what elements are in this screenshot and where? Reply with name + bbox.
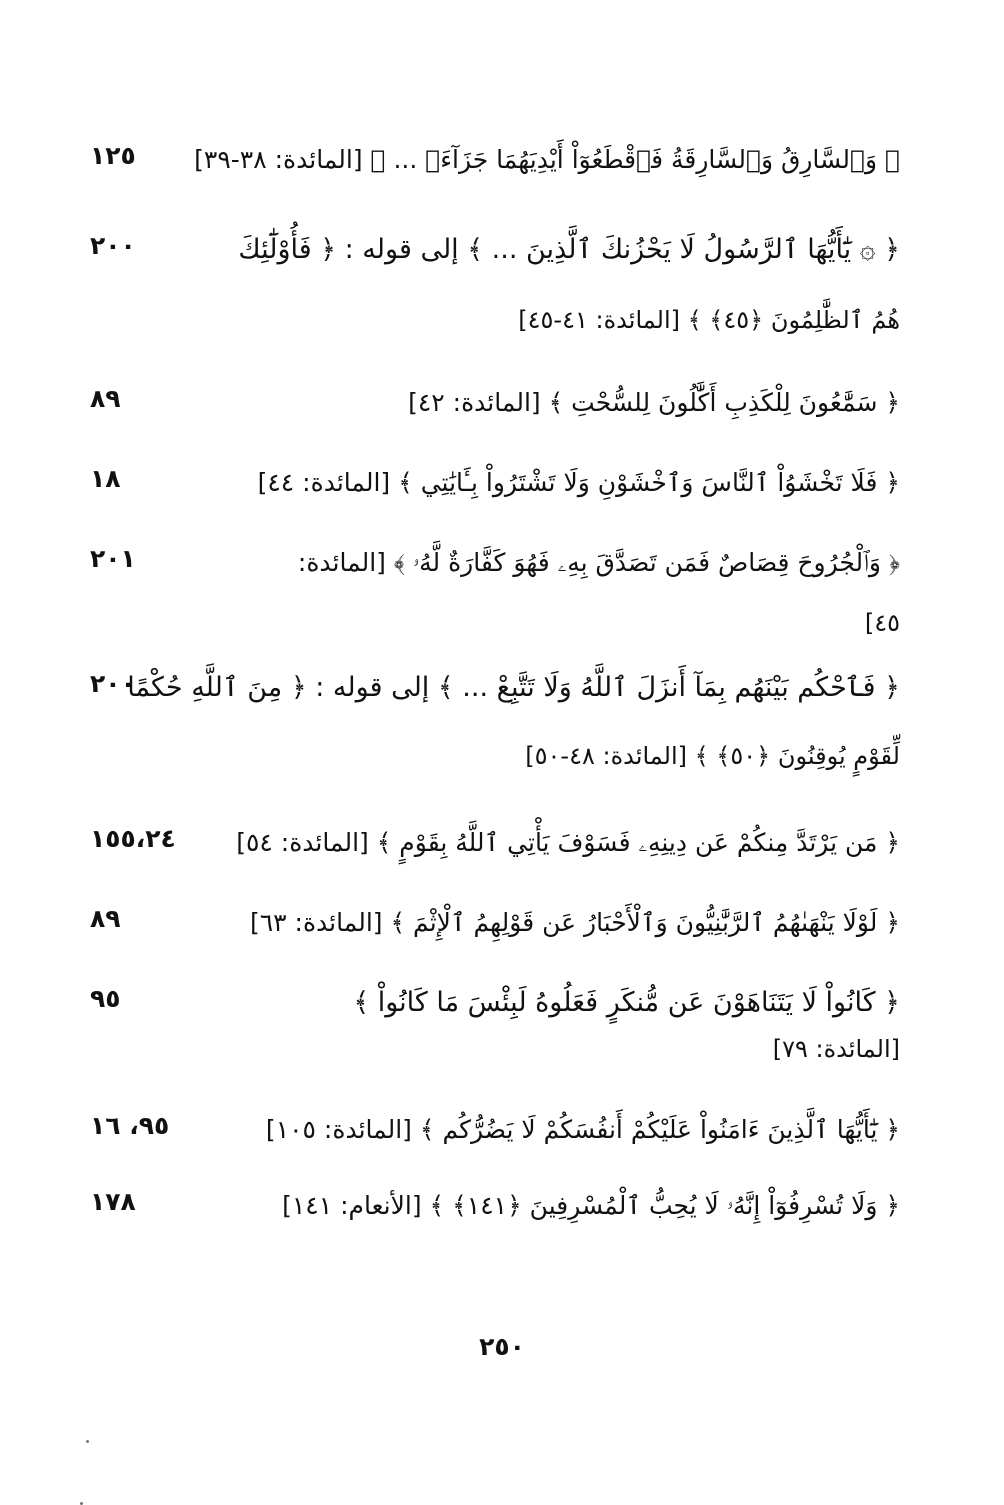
verse-text: ﴿ وَٱلْجُرُوحَ قِصَاصٌ فَمَن تَصَدَّقَ بِهِۦ فَهُوَ كَفَّارَةٌ لَّهُۥ ﴾ [المائدة: [297, 548, 900, 577]
page-reference: ٨٩ [90, 384, 121, 413]
page-reference: ٨٩ [90, 904, 121, 933]
page-reference: ٩٥، ١٦ [90, 1111, 170, 1140]
verse-text: ﴿ وَلَا تُسْرِفُوٓاْ إِنَّهُۥ لَا يُحِبُّ ٱلْمُسْرِفِينَ ﴿١٤١﴾ ﴾ [الأنعام: ١٤١] [282, 1191, 900, 1220]
verse-continuation: [المائدة: ٧٩] [772, 1035, 900, 1063]
scan-speck [86, 1440, 89, 1443]
index-entry [90, 383, 900, 423]
page-reference: ٢٠٠ [90, 231, 136, 260]
verse-text: ﴿ سَمَّٰعُونَ لِلْكَذِبِ أَكَّٰلُونَ لِلسُّحْتِ ﴾ [المائدة: ٤٢] [408, 388, 900, 417]
page-reference: ٢٠٠ [90, 669, 136, 698]
verse-text: ﴿ لَوْلَا يَنْهَىٰهُمُ ٱلرَّبَّٰنِيُّونَ وَٱلْأَحْبَارُ عَن قَوْلِهِمُ ٱلْإِثْمَ ﴾ [المائدة: ٦٣] [249, 908, 900, 937]
verse-text: ﴿ مَن يَرْتَدَّ مِنكُمْ عَن دِينِهِۦ فَسَوْفَ يَأْتِي ٱللَّهُ بِقَوْمٍ ﴾ [المائدة: ٥٤] [236, 828, 900, 857]
page-reference: ١٢٥ [90, 141, 136, 170]
verse-text: ﴿ كَانُواْ لَا يَتَنَاهَوْنَ عَن مُّنكَرٍ فَعَلُوهُ لَبِئْسَ مَا كَانُواْ ﴾ [353, 987, 900, 1018]
verse-text: ﴿ فَلَا تَخْشَوُاْ ٱلنَّاسَ وَٱخْشَوْنِ وَلَا تَشْتَرُواْ بِـَٔايَٰتِي ﴾ [المائدة: ٤٤] [257, 468, 900, 497]
page-reference: ٢٠١ [90, 544, 136, 573]
page-reference: ١٨ [90, 464, 121, 493]
verse-text: ﴿ وَٱلسَّارِقُ وَٱلسَّارِقَةُ فَٱقْطَعُوٓاْ أَيْدِيَهُمَا جَزَآءَۢ ... ﴾ [المائدة: ٣٨-٣٩] [194, 145, 900, 174]
index-entry [90, 230, 900, 342]
index-entry [90, 463, 900, 503]
verse-text: ﴿ فَٱحْكُم بَيْنَهُم بِمَآ أَنزَلَ ٱللَّهُ وَلَا تَتَّبِعْ ... ﴾ إلى قوله : ﴿ مِنَ ٱللَّهِ حُكْمًا [127, 672, 900, 703]
index-entry [90, 903, 900, 943]
verse-text: ﴿ يَٰٓأَيُّهَا ٱلَّذِينَ ءَامَنُواْ عَلَيْكُمْ أَنفُسَكُمْ لَا يَضُرُّكُم ﴾ [المائدة: ١٠٥] [265, 1115, 900, 1144]
verse-continuation: لِّقَوْمٍ يُوقِنُونَ ﴿٥٠﴾ ﴾ [المائدة: ٤٨-٥٠] [525, 742, 900, 770]
verse-continuation: هُمُ ٱلظَّٰلِمُونَ ﴿٤٥﴾ ﴾ [المائدة: ٤١-٤٥] [518, 306, 900, 334]
index-entry [90, 1186, 900, 1226]
verse-text: ﴿ ۞ يَٰٓأَيُّهَا ٱلرَّسُولُ لَا يَحْزُنكَ ٱلَّذِينَ ... ﴾ إلى قوله : ﴿ فَأُوْلَٰٓئِكَ [238, 234, 900, 265]
page-number: ٢٥٠ [479, 1332, 525, 1361]
page-reference: ١٧٨ [90, 1187, 136, 1216]
index-entry [90, 1110, 900, 1150]
index-entry [90, 543, 900, 645]
page-reference: ١٥٥،٢٤ [90, 824, 176, 853]
index-entry [90, 823, 900, 863]
index-entry [90, 983, 900, 1071]
page-reference: ٩٥ [90, 984, 121, 1013]
verse-continuation: ٤٥] [864, 609, 900, 637]
index-entry [90, 668, 900, 778]
index-entry [90, 140, 900, 180]
